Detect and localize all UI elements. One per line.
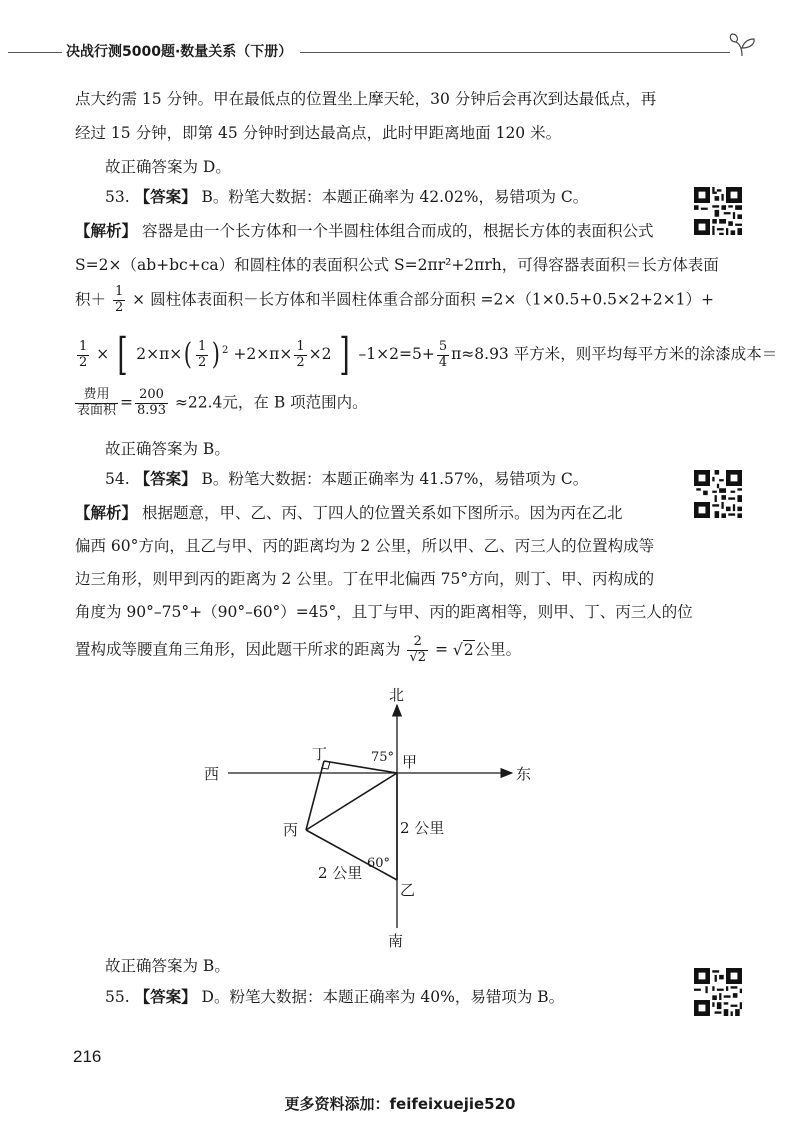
square-root [453, 641, 475, 660]
body-text: π≈8.93 平方米，则平均每平方米的涂漆成本＝ [451, 345, 778, 363]
header-title: 决战行测5000题·数量关系（下册） [66, 44, 293, 60]
body-text: 公里。 [474, 640, 522, 659]
answer-text: D。粉笔大数据：本题正确率为 40%，易错项为 B。 [201, 988, 565, 1006]
fraction-numerator: 费用 [75, 388, 118, 404]
sprout-icon [728, 32, 758, 58]
q54-analysis-line [75, 504, 622, 523]
left-paren: ( [184, 337, 193, 372]
angle-60-label: 60° [367, 856, 391, 871]
body-text: × 圆柱体表面积－长方体和半圆柱体重合部分面积 =2×（1×0.5+0.5×2+2×1）+ [132, 290, 715, 309]
conclusion-text: 故正确答案为 B。 [105, 440, 230, 458]
page-number: 216 [73, 1047, 102, 1066]
fraction [135, 388, 168, 419]
south-label: 南 [388, 932, 404, 950]
edge-jia-bing [306, 773, 397, 830]
formula-term: ×2 [308, 345, 332, 363]
answer-text: B。粉笔大数据：本题正确率为 42.02%，易错项为 C。 [201, 188, 589, 206]
exponent: 2 [222, 344, 229, 356]
formula-line [75, 285, 714, 316]
body-text-line: 边三角形，则甲到丙的距离为 2 公里。丁在甲北偏西 75°方向，则丁、甲、丙构成的 [75, 570, 655, 588]
fraction-denominator: √2 [409, 649, 427, 665]
fraction [196, 340, 208, 371]
body-text: 根据题意，甲、乙、丙、丁四人的位置关系如下图所示。因为丙在乙北 [141, 504, 623, 522]
formula-term: 2×π× [136, 345, 183, 363]
left-bracket: [ [117, 329, 128, 380]
body-text-line: 角度为 90°–75°+（90°–60°）=45°，且丁与甲、丙的距离相等，则甲、丁、丙三人的位 [75, 603, 693, 621]
body-text-line: S=2×（ab+bc+ca）和圆柱体的表面积公式 S=2πr²+2πrh，可得容器表面积＝长方体表面 [75, 256, 719, 274]
angle-75-label: 75° [371, 750, 395, 765]
fraction-denominator: 4 [438, 354, 448, 370]
east-label: 东 [516, 765, 532, 783]
answer-tag: 【答案】 [134, 469, 197, 488]
q54-answer-line [105, 470, 588, 489]
right-bracket: ] [339, 329, 351, 380]
formula-line [75, 635, 521, 666]
formula-term: +2×π× [233, 345, 293, 363]
fraction-denominator: 表面积 [77, 402, 117, 418]
jia-label: 甲 [402, 753, 418, 771]
formula-term: –1×2=5+ [358, 345, 435, 363]
west-label: 西 [204, 765, 220, 783]
ding-label: 丁 [312, 745, 328, 763]
fraction [113, 285, 125, 316]
conclusion-text: 故正确答案为 D。 [105, 158, 231, 176]
direction-diagram [0, 683, 800, 953]
formula-line [75, 388, 368, 419]
question-number: 53. [105, 188, 130, 206]
fraction [75, 388, 118, 419]
answer-tag: 【答案】 [134, 987, 197, 1006]
body-text: 积＋ [75, 290, 107, 309]
fraction-numerator: 1 [114, 284, 124, 299]
conclusion-text: 故正确答案为 B。 [105, 957, 230, 975]
footer-note: 更多资料添加：feifeixuejie520 [284, 1095, 516, 1113]
body-text: 置构成等腰直角三角形，因此题干所求的距离为 [75, 640, 401, 659]
analysis-tag: 【解析】 [75, 503, 138, 522]
equals-sign: = [120, 393, 134, 412]
fraction [437, 340, 449, 371]
fraction-numerator: 2 [407, 635, 428, 651]
fraction [407, 635, 428, 666]
fraction-numerator: 1 [198, 338, 207, 354]
qr-code-icon[interactable] [694, 187, 742, 235]
fraction-numerator: 200 [135, 388, 168, 404]
distance-bing-yi-label: 2 公里 [318, 864, 363, 882]
yi-label: 乙 [400, 881, 416, 899]
page-header [0, 30, 800, 60]
north-label: 北 [389, 686, 405, 704]
fraction-denominator: 8.93 [137, 402, 166, 418]
header-rule-left [8, 52, 62, 53]
question-number: 54. [105, 470, 130, 488]
fraction-numerator: 1 [296, 338, 305, 354]
fraction-denominator: 2 [79, 354, 88, 370]
right-paren: ) [212, 337, 221, 372]
distance-jia-yi-label: 2 公里 [400, 819, 445, 837]
q53-answer-line [105, 188, 588, 207]
body-text-line: 点大约需 15 分钟。甲在最低点的位置坐上摩天轮，30 分钟后会再次到达最低点，再 [75, 90, 657, 108]
body-text-line: 偏西 60°方向，且乙与甲、丙的距离均为 2 公里，所以甲、乙、丙三人的位置构成等 [75, 537, 655, 555]
fraction-denominator: 2 [114, 299, 124, 315]
answer-tag: 【答案】 [134, 187, 197, 206]
question-number: 55. [105, 988, 130, 1006]
analysis-tag: 【解析】 [75, 221, 138, 240]
fraction-denominator: 2 [198, 354, 207, 370]
qr-code-icon[interactable] [694, 968, 742, 1016]
fraction-numerator: 1 [79, 338, 88, 354]
equals-sign: = [434, 640, 448, 659]
body-text: 容器是由一个长方体和一个半圆柱体组合而成的，根据长方体的表面积公式 [141, 222, 654, 240]
bing-label: 丙 [283, 821, 299, 839]
q53-analysis-line [75, 222, 653, 241]
fraction [77, 340, 89, 371]
radicand: 2 [463, 641, 474, 660]
body-text-line: 经过 15 分钟，即第 45 分钟时到达最高点，此时甲距离地面 120 米。 [75, 124, 562, 142]
fraction-numerator: 5 [438, 338, 448, 354]
header-rule-right [300, 52, 730, 53]
fraction-denominator: 2 [296, 354, 305, 370]
body-text: ≈22.4元，在 B 项范围内。 [174, 393, 368, 412]
formula-line [75, 329, 778, 380]
radical-sign: √ [452, 641, 463, 660]
q55-answer-line [105, 988, 564, 1007]
fraction [294, 340, 306, 371]
answer-text: B。粉笔大数据：本题正确率为 41.57%，易错项为 C。 [201, 470, 589, 488]
qr-code-icon[interactable] [694, 470, 742, 518]
times-sign: × [96, 345, 110, 363]
